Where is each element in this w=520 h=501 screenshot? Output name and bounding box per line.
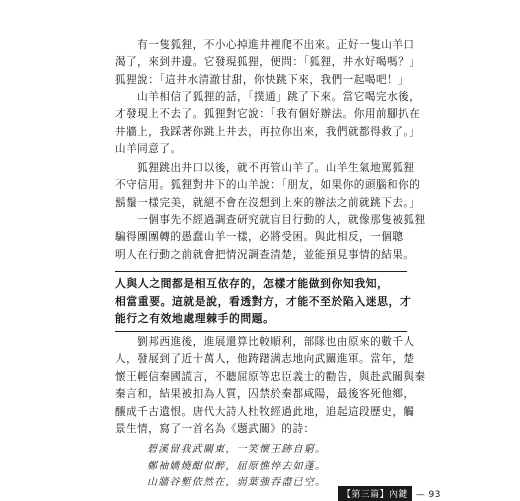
page-footer <box>338 486 441 501</box>
text-line: 山羊同意了。 <box>115 143 182 156</box>
text-line: 井牆上，我踩著你跳上井去，再拉你出來，我們就都得救了。」 <box>115 125 421 138</box>
text-line: 山羊相信了狐狸的話，「撲通」跳了下來。當它喝完水後， <box>115 91 421 103</box>
text-line: 有一隻狐狸，不小心掉進井裡爬不出來。正好一隻山羊口 <box>115 39 415 51</box>
text-line: 懷王輕信秦國謊言，不聽屈原等忠臣義士的勸告，與赴武關與秦 <box>115 370 426 383</box>
text-line: 狐狸跳出井口以後，就不再管山羊了。山羊生氣地罵狐狸 <box>115 162 415 174</box>
text-line: 才發現上不去了。狐狸對它說：「我有個好辦法。你用前腳扒在 <box>115 108 421 121</box>
text-line: 明人在行動之前就會把情況調查清楚，並能預見事情的結果。 <box>115 248 415 261</box>
text-line: 釀成千古遺恨。唐代大詩人杜牧經過此地，追起這段歷史，觸 <box>115 405 415 418</box>
highlight-box <box>115 271 412 332</box>
text-line: 騙得團團轉的愚蠢山羊一樣，必將受困。與此相反，一個聰 <box>115 231 404 244</box>
text-line: 不守信用。狐狸對井下的山羊說：「朋友，如果你的頭腦和你的 <box>115 179 421 192</box>
highlight-line: 相當重要。這就是說，看透對方，才能不至於陷入迷思，才 <box>115 294 412 308</box>
poem-line: 鄭袖嬌燒酣似醉，屈原憔悴去如蓬。 <box>147 460 327 472</box>
paragraph-2 <box>115 89 421 159</box>
highlight-line: 能行之有效地處理棘手的問題。 <box>115 312 275 325</box>
section-number: 【第三篇】 <box>342 490 390 500</box>
text-line: 一個事先不經過調查研究就盲目行動的人，就像那隻被狐狸 <box>115 214 426 226</box>
section-label <box>338 486 412 501</box>
poem-line: 碧溪留我武關東，一笑懷王跡自窮。 <box>147 444 327 455</box>
paragraph-5 <box>115 334 426 438</box>
text-line: 人，發展到了近十萬人，他踌躇满志地向武關進軍。當年，楚 <box>115 353 415 366</box>
paragraph-4 <box>115 212 426 264</box>
section-title: 內鍵 <box>389 490 408 500</box>
text-line: 鬍鬚一樣完美，就絕不會在沒想到上來的辦法之前就跳下去。」 <box>115 196 421 209</box>
poem-line: 山牆谷塹依然在，弱葉強吞盡已空。 <box>147 477 327 489</box>
poem <box>147 442 326 492</box>
highlight-line: 人與人之間都是相互依存的，怎樣才能做到你知我知， <box>115 277 389 290</box>
paragraph-3 <box>115 160 421 212</box>
text-line: 渴了，來到井邊。它發現狐狸，便問：「狐狸，井水好喝嗎？」 <box>115 56 421 69</box>
text-line: 劉邦西進後，進展還算比較順利，部隊也由原來的數千人 <box>115 336 415 348</box>
text-line: 景生情，寫了一首名為《題武關》的詩： <box>115 423 315 436</box>
text-line: 秦言和，結果被扣為人質，囚禁於秦都咸陽，最後客死他鄉， <box>115 388 415 401</box>
paragraph-1 <box>115 37 421 89</box>
page-number: — 93 <box>415 490 441 500</box>
text-line: 狐狸說：「這井水清澈甘甜，你快跳下來，我們一起喝吧！」 <box>115 73 410 86</box>
